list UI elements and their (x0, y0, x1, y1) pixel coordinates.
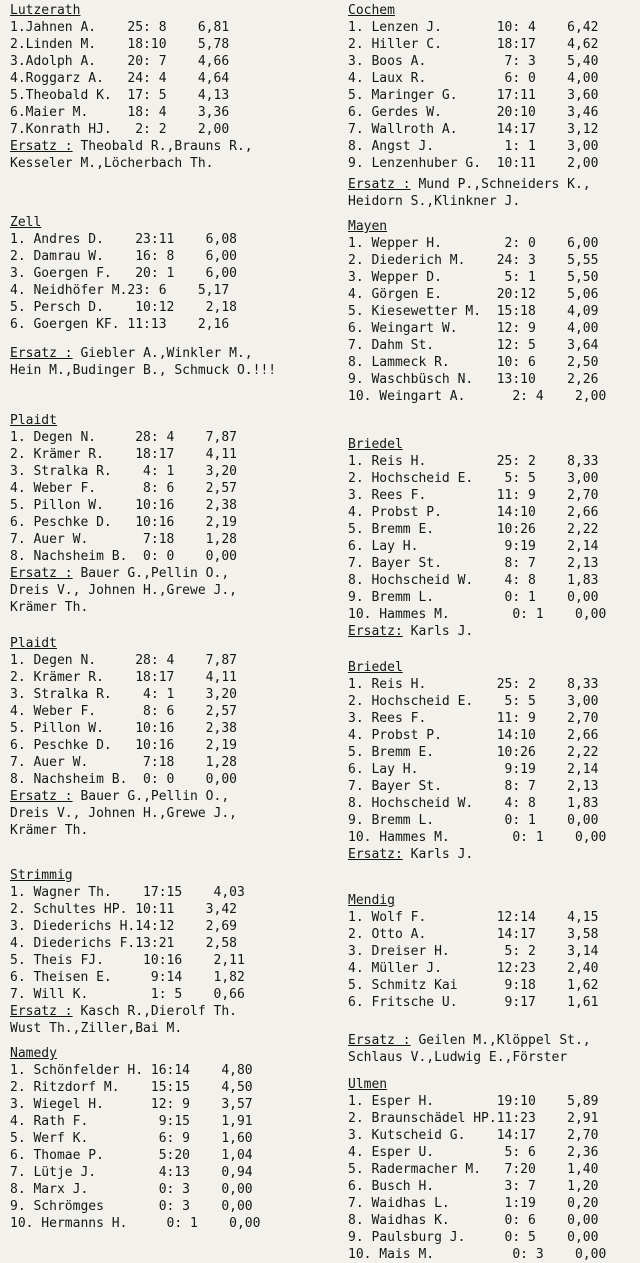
ersatz-line (348, 623, 636, 640)
player-row: 1. Degen N. 28: 4 7,87 (10, 430, 237, 445)
player-row: 8. Nachsheim B. 0: 0 0,00 (10, 549, 237, 564)
ersatz-line (10, 138, 310, 155)
team-name: Namedy (10, 1046, 57, 1061)
player-row: 4. Laux R. 6: 0 4,00 (348, 71, 599, 86)
ersatz-label: Ersatz: (348, 847, 403, 862)
player-row: 5. Bremm E. 10:26 2,22 (348, 745, 599, 760)
player-row: 6. Peschke D. 10:16 2,19 (10, 515, 237, 530)
team-name: Ulmen (348, 1077, 388, 1092)
ersatz-line (10, 565, 310, 582)
player-row: 9. Schrömges 0: 3 0,00 (10, 1199, 253, 1214)
player-row: 9. Paulsburg J. 0: 5 0,00 (348, 1230, 599, 1245)
player-row: 3.Adolph A. 20: 7 4,66 (10, 54, 230, 69)
team-block-cochem (348, 2, 636, 210)
player-row: 5. Schmitz Kai 9:18 1,62 (348, 978, 599, 993)
player-row: 7. Lütje J. 4:13 0,94 (10, 1165, 253, 1180)
team-block-mayen (348, 218, 636, 405)
player-row: 4. Weber F. 8: 6 2,57 (10, 481, 237, 496)
ersatz-line (10, 1003, 310, 1020)
player-row: 3. Dreiser H. 5: 2 3,14 (348, 944, 599, 959)
ersatz-names: Theobald R.,Brauns R., (72, 139, 253, 154)
ersatz-names: Karls J. (402, 624, 474, 639)
player-row: 3. Kutscheid G. 14:17 2,70 (348, 1128, 599, 1143)
ersatz-line: Hein M.,Budinger B., Schmuck O.!!! (10, 363, 277, 378)
player-row: 4. Probst P. 14:10 2,66 (348, 728, 599, 743)
team-name: Strimmig (10, 868, 73, 883)
player-row: 5. Bremm E. 10:26 2,22 (348, 522, 599, 537)
player-row: 4. Neidhöfer M.23: 6 5,17 (10, 283, 230, 298)
player-row: 2. Hochscheid E. 5: 5 3,00 (348, 694, 599, 709)
ersatz-line (348, 176, 636, 193)
player-row: 5. Pillon W. 10:16 2,38 (10, 721, 237, 736)
player-row: 7. Will K. 1: 5 0,66 (10, 987, 245, 1002)
team-block-mendig (348, 892, 636, 1066)
player-row: 5. Theis FJ. 10:16 2,11 (10, 953, 245, 968)
player-row: 2.Linden M. 18:10 5,78 (10, 37, 230, 52)
ersatz-label: Ersatz : (10, 789, 73, 804)
ersatz-line: Schlaus V.,Ludwig E.,Förster (348, 1050, 568, 1065)
player-row: 8. Hochscheid W. 4: 8 1,83 (348, 796, 599, 811)
player-row: 8. Marx J. 0: 3 0,00 (10, 1182, 253, 1197)
ersatz-line (10, 345, 310, 362)
player-row: 6. Fritsche U. 9:17 1,61 (348, 995, 599, 1010)
player-row: 6. Lay H. 9:19 2,14 (348, 762, 599, 777)
player-row: 5. Radermacher M. 7:20 1,40 (348, 1162, 599, 1177)
ersatz-line (348, 1032, 636, 1049)
team-name: Plaidt (10, 413, 57, 428)
player-row: 1. Wepper H. 2: 0 6,00 (348, 236, 599, 251)
player-row: 10. Weingart A. 2: 4 2,00 (348, 389, 607, 404)
player-row: 7. Auer W. 7:18 1,28 (10, 532, 237, 547)
team-block-strimmig (10, 867, 310, 1037)
player-row: 8. Waidhas K. 0: 6 0,00 (348, 1213, 599, 1228)
right-column (348, 0, 636, 1262)
ersatz-line: Wust Th.,Ziller,Bai M. (10, 1021, 183, 1036)
player-row: 1. Schönfelder H. 16:14 4,80 (10, 1063, 253, 1078)
player-row: 4. Weber F. 8: 6 2,57 (10, 704, 237, 719)
player-row: 2. Schultes HP. 10:11 3,42 (10, 902, 237, 917)
ersatz-label: Ersatz : (348, 1033, 411, 1048)
player-row: 5. Kiesewetter M. 15:18 4,09 (348, 304, 599, 319)
ersatz-label: Ersatz : (10, 566, 73, 581)
player-row: 4. Müller J. 12:23 2,40 (348, 961, 599, 976)
team-name: Lutzerath (10, 3, 81, 18)
player-row: 2. Krämer R. 18:17 4,11 (10, 670, 237, 685)
player-row: 7. Bayer St. 8: 7 2,13 (348, 779, 599, 794)
player-row: 1. Esper H. 19:10 5,89 (348, 1094, 599, 1109)
ersatz-line: Krämer Th. (10, 823, 89, 838)
player-row: 5. Maringer G. 17:11 3,60 (348, 88, 599, 103)
player-row: 6. Theisen E. 9:14 1,82 (10, 970, 245, 985)
player-row: 7. Bayer St. 8: 7 2,13 (348, 556, 599, 571)
player-row: 5. Pillon W. 10:16 2,38 (10, 498, 237, 513)
ersatz-label: Ersatz: (348, 624, 403, 639)
ersatz-line: Dreis V., Johnen H.,Grewe J., (10, 806, 237, 821)
team-name: Plaidt (10, 636, 57, 651)
team-name: Cochem (348, 3, 395, 18)
player-row: 3. Rees F. 11: 9 2,70 (348, 711, 599, 726)
player-row: 10. Hammes M. 0: 1 0,00 (348, 830, 607, 845)
ersatz-line: Krämer Th. (10, 600, 89, 615)
player-row: 10. Hermanns H. 0: 1 0,00 (10, 1216, 261, 1231)
player-row: 2. Hiller C. 18:17 4,62 (348, 37, 599, 52)
ersatz-names: Karls J. (402, 847, 474, 862)
team-name: Briedel (348, 660, 403, 675)
player-row: 2. Ritzdorf M. 15:15 4,50 (10, 1080, 253, 1095)
ersatz-line: Dreis V., Johnen H.,Grewe J., (10, 583, 237, 598)
player-row: 5.Theobald K. 17: 5 4,13 (10, 88, 230, 103)
player-row: 1. Reis H. 25: 2 8,33 (348, 677, 599, 692)
player-row: 9. Bremm L. 0: 1 0,00 (348, 590, 599, 605)
player-row: 2. Krämer R. 18:17 4,11 (10, 447, 237, 462)
team-block-briedel-1 (348, 436, 636, 640)
ersatz-names: Giebler A.,Winkler M., (72, 346, 253, 361)
player-row: 3. Boos A. 7: 3 5,40 (348, 54, 599, 69)
player-row: 1.Jahnen A. 25: 8 6,81 (10, 20, 230, 35)
player-row: 8. Lammeck R. 10: 6 2,50 (348, 355, 599, 370)
ersatz-names: Kasch R.,Dierolf Th. (72, 1004, 237, 1019)
team-name: Briedel (348, 437, 403, 452)
player-row: 2. Hochscheid E. 5: 5 3,00 (348, 471, 599, 486)
ersatz-label: Ersatz : (10, 346, 73, 361)
player-row: 1. Degen N. 28: 4 7,87 (10, 653, 237, 668)
player-row: 1. Wagner Th. 17:15 4,03 (10, 885, 245, 900)
player-row: 3. Stralka R. 4: 1 3,20 (10, 464, 237, 479)
player-row: 8. Nachsheim B. 0: 0 0,00 (10, 772, 237, 787)
player-row: 6. Goergen KF. 11:13 2,16 (10, 317, 230, 332)
team-block-plaidt-2 (10, 635, 310, 839)
player-row: 6. Busch H. 3: 7 1,20 (348, 1179, 599, 1194)
player-row: 3. Rees F. 11: 9 2,70 (348, 488, 599, 503)
player-row: 1. Andres D. 23:11 6,08 (10, 232, 237, 247)
ersatz-line: Kesseler M.,Löcherbach Th. (10, 156, 214, 171)
player-row: 4.Roggarz A. 24: 4 4,64 (10, 71, 230, 86)
player-row: 3. Goergen F. 20: 1 6,00 (10, 266, 237, 281)
player-row: 7. Auer W. 7:18 1,28 (10, 755, 237, 770)
player-row: 3. Stralka R. 4: 1 3,20 (10, 687, 237, 702)
player-row: 2. Damrau W. 16: 8 6,00 (10, 249, 237, 264)
ersatz-names: Bauer G.,Pellin O., (72, 566, 230, 581)
ersatz-names: Geilen M.,Klöppel St., (410, 1033, 591, 1048)
player-row: 2. Diederich M. 24: 3 5,55 (348, 253, 599, 268)
player-row: 9. Waschbüsch N. 13:10 2,26 (348, 372, 599, 387)
ersatz-line: Heidorn S.,Klinkner J. (348, 194, 521, 209)
player-row: 4. Esper U. 5: 6 2,36 (348, 1145, 599, 1160)
team-block-lutzerath (10, 2, 310, 172)
player-row: 6. Lay H. 9:19 2,14 (348, 539, 599, 554)
player-row: 7. Waidhas L. 1:19 0,20 (348, 1196, 599, 1211)
ersatz-line (348, 846, 636, 863)
ersatz-names: Bauer G.,Pellin O., (72, 789, 230, 804)
player-row: 8. Hochscheid W. 4: 8 1,83 (348, 573, 599, 588)
ersatz-label: Ersatz : (10, 139, 73, 154)
left-column (10, 0, 310, 1231)
player-row: 4. Rath F. 9:15 1,91 (10, 1114, 253, 1129)
team-block-plaidt-1 (10, 412, 310, 616)
player-row: 9. Lenzenhuber G. 10:11 2,00 (348, 156, 599, 171)
ersatz-label: Ersatz : (348, 177, 411, 192)
player-row: 6. Weingart W. 12: 9 4,00 (348, 321, 599, 336)
ersatz-names: Mund P.,Schneiders K., (410, 177, 591, 192)
player-row: 10. Mais M. 0: 3 0,00 (348, 1247, 607, 1262)
team-block-zell (10, 214, 310, 379)
player-row: 9. Bremm L. 0: 1 0,00 (348, 813, 599, 828)
player-row: 3. Wepper D. 5: 1 5,50 (348, 270, 599, 285)
player-row: 3. Diederichs H.14:12 2,69 (10, 919, 237, 934)
player-row: 6. Peschke D. 10:16 2,19 (10, 738, 237, 753)
player-row: 7.Konrath HJ. 2: 2 2,00 (10, 122, 230, 137)
player-row: 6. Gerdes W. 20:10 3,46 (348, 105, 599, 120)
team-block-briedel-2 (348, 659, 636, 863)
team-name: Mayen (348, 219, 388, 234)
player-row: 1. Reis H. 25: 2 8,33 (348, 454, 599, 469)
player-row: 5. Persch D. 10:12 2,18 (10, 300, 237, 315)
team-block-namedy (10, 1045, 310, 1232)
player-row: 4. Probst P. 14:10 2,66 (348, 505, 599, 520)
player-row: 2. Otto A. 14:17 3,58 (348, 927, 599, 942)
team-name: Zell (10, 215, 42, 230)
player-row: 6. Thomae P. 5:20 1,04 (10, 1148, 253, 1163)
player-row: 1. Lenzen J. 10: 4 6,42 (348, 20, 599, 35)
team-block-ulmen (348, 1076, 636, 1263)
player-row: 8. Angst J. 1: 1 3,00 (348, 139, 599, 154)
player-row: 1. Wolf F. 12:14 4,15 (348, 910, 599, 925)
player-row: 7. Dahm St. 12: 5 3,64 (348, 338, 599, 353)
player-row: 6.Maier M. 18: 4 3,36 (10, 105, 230, 120)
team-name: Mendig (348, 893, 395, 908)
player-row: 7. Wallroth A. 14:17 3,12 (348, 122, 599, 137)
player-row: 5. Werf K. 6: 9 1,60 (10, 1131, 253, 1146)
ersatz-line (10, 788, 310, 805)
player-row: 2. Braunschädel HP.11:23 2,91 (348, 1111, 599, 1126)
player-row: 3. Wiegel H. 12: 9 3,57 (10, 1097, 253, 1112)
player-row: 4. Görgen E. 20:12 5,06 (348, 287, 599, 302)
ersatz-label: Ersatz : (10, 1004, 73, 1019)
player-row: 10. Hammes M. 0: 1 0,00 (348, 607, 607, 622)
player-row: 4. Diederichs F.13:21 2,58 (10, 936, 237, 951)
